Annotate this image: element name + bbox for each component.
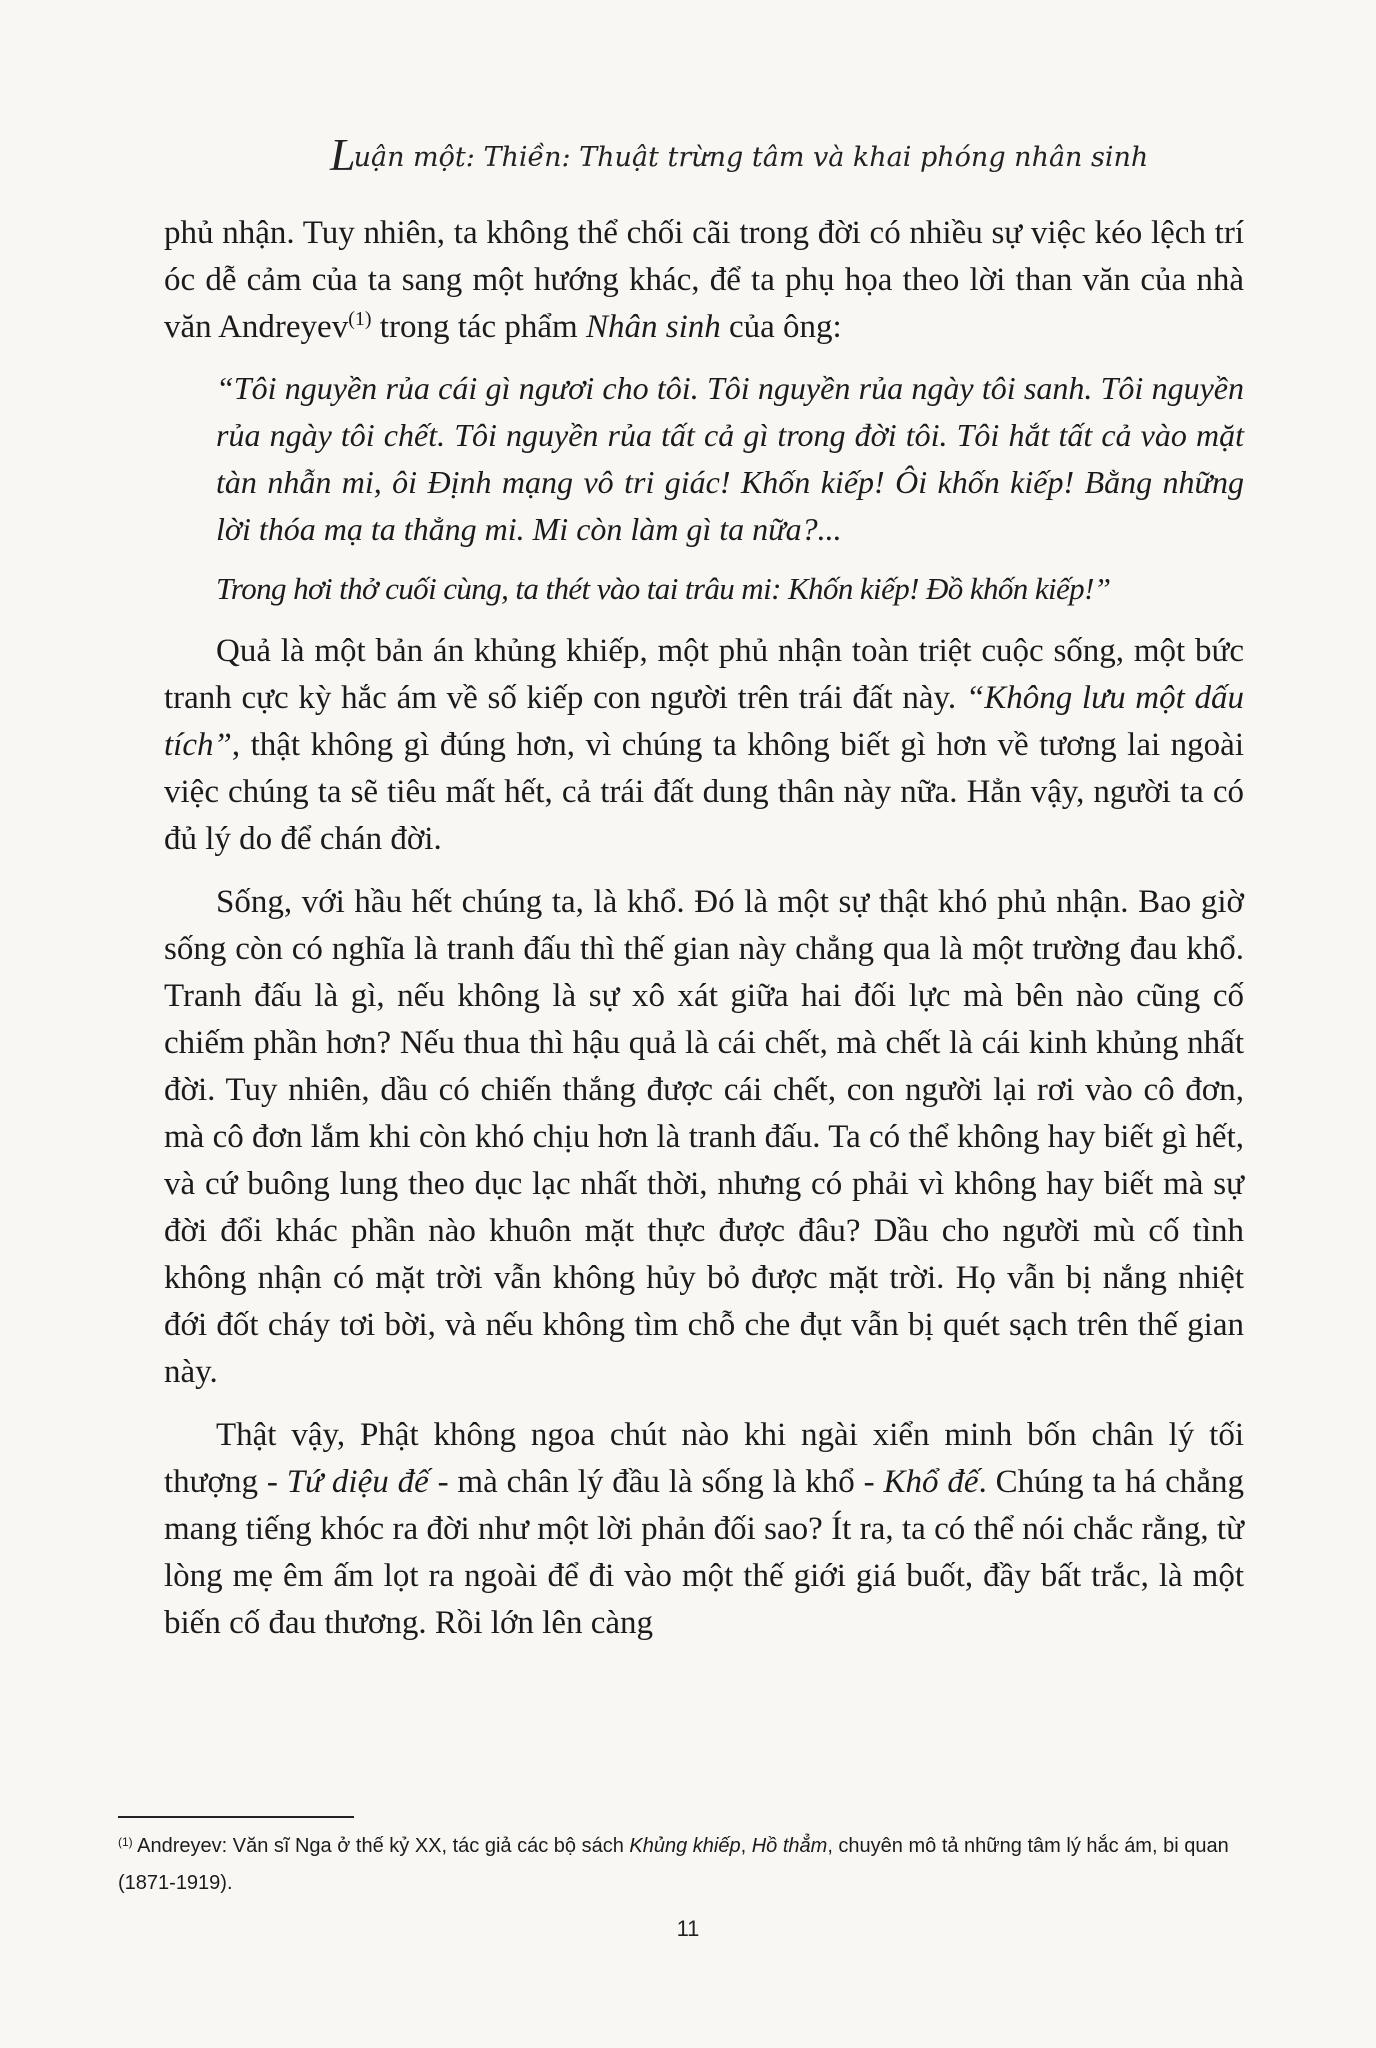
paragraph-2-text-a: Quả là một bản án khủng khiếp, một phủ nhận toàn triệt cuộc sống, một bức tranh cực kỳ hắc ám về số kiếp con người trên trái đất này.	[164, 633, 1244, 716]
paragraph-1	[164, 210, 1244, 351]
paragraph-4-text-c: . Chúng ta há chẳng mang tiếng khóc ra đời như một lời phản đối sao? Ít ra, ta có thể nói chắc rằng, từ lòng mẹ êm ấm lọt ra ngoài để đi vào một thế giới giá buốt, đầy bất trắc, là một biến cố đau thương. Rồi lớn lên càng	[164, 1464, 1244, 1641]
paragraph-1-text-b: trong tác phẩm	[371, 309, 586, 345]
header-title: uận một: Thiền: Thuật trừng tâm và khai phóng nhân sinh	[353, 142, 1149, 173]
running-header	[330, 128, 1230, 181]
footnote-text-b: , chuyên mô tả những tâm lý hắc ám, bi quan (1871-1919).	[118, 1835, 1229, 1894]
footnote-text-a: Andreyev: Văn sĩ Nga ở thế kỷ XX, tác giả các bộ sách	[132, 1835, 630, 1857]
paragraph-3: Sống, với hầu hết chúng ta, là khổ. Đó là một sự thật khó phủ nhận. Bao giờ sống còn có nghĩa là tranh đấu thì thế gian này chẳng qua là một trường đau khổ. Tranh đấu là gì, nếu không là sự xô xát giữa hai đối lực mà bên nào cũng cố chiếm phần hơn? Nếu thua thì hậu quả là cái chết, mà chết là cái kinh khủng nhất đời. Tuy nhiên, dầu có chiến thắng được cái chết, con người lại rơi vào cô đơn, mà cô đơn lắm khi còn khó chịu hơn là tranh đấu. Ta có thể không hay biết gì hết, và cứ buông lung theo dục lạc nhất thời, nhưng có phải vì không hay biết mà sự đời đổi khác phần nào khuôn mặt thực được đâu? Dầu cho người mù cố tình không nhận có mặt trời vẫn không hủy bỏ được mặt trời. Họ vẫn bị nắng nhiệt đới đốt cháy tơi bời, và nếu không tìm chỗ che đụt vẫn bị quét sạch trên thế gian này.	[164, 884, 1244, 1390]
body-text	[164, 210, 1244, 1647]
paragraph-2	[164, 628, 1244, 863]
term-kho-de: Khổ đế	[883, 1464, 979, 1500]
paragraph-4-text-b: - mà chân lý đầu là sống là khổ -	[428, 1464, 884, 1500]
work-title: Nhân sinh	[585, 309, 721, 345]
footnote-reference: (1)	[348, 308, 372, 330]
term-tu-dieu-de: Tứ diệu đế	[286, 1464, 429, 1500]
paragraph-2-text-b: , thật không gì đúng hơn, vì chúng ta không biết gì hơn về tương lai ngoài việc chúng ta sẽ tiêu mất hết, cả trái đất dung thân này nữa. Hẳn vậy, người ta có đủ lý do để chán đời.	[164, 727, 1244, 857]
paragraph-1-text-a: phủ nhận. Tuy nhiên, ta không thể chối cãi trong đời có nhiều sự việc kéo lệch trí óc dễ cảm của ta sang một hướng khác, để ta phụ họa theo lời than văn của nhà văn Andreyev	[164, 215, 1244, 345]
page-number: 11	[676, 1916, 700, 1941]
footnote-book-2: Hồ thẳm	[751, 1835, 828, 1857]
quotation-1: “Tôi nguyền rủa cái gì ngươi cho tôi. Tôi nguyền rủa ngày tôi sanh. Tôi nguyền rủa ngày tôi chết. Tôi nguyền rủa tất cả gì trong đời tôi. Tôi hắt tất cả vào mặt tàn nhẫn mi, ôi Định mạng vô tri giác! Khốn kiếp! Ôi khốn kiếp! Bằng những lời thóa mạ ta thẳng mi. Mi còn làm gì ta nữa?...	[216, 370, 1244, 547]
header-ornamental-initial: L	[330, 129, 354, 180]
footnote-separator: ,	[740, 1835, 752, 1857]
footnote-marker: (1)	[118, 1835, 133, 1849]
paragraph-4	[164, 1412, 1244, 1647]
quotation-2: Trong hơi thở cuối cùng, ta thét vào tai trâu mi: Khốn kiếp! Đồ khốn kiếp!”	[216, 571, 1111, 606]
footnote	[118, 1824, 1238, 1902]
footnote-divider	[118, 1816, 354, 1818]
paragraph-1-text-c: của ông:	[720, 309, 842, 345]
paragraph-4-text-a: Thật vậy, Phật không ngoa chút nào khi ngài xiển minh bốn chân lý tối thượng -	[164, 1417, 1244, 1500]
inline-quote: “Không lưu một dấu tích”	[164, 680, 1245, 763]
footnote-book-1: Khủng khiếp	[629, 1835, 741, 1857]
